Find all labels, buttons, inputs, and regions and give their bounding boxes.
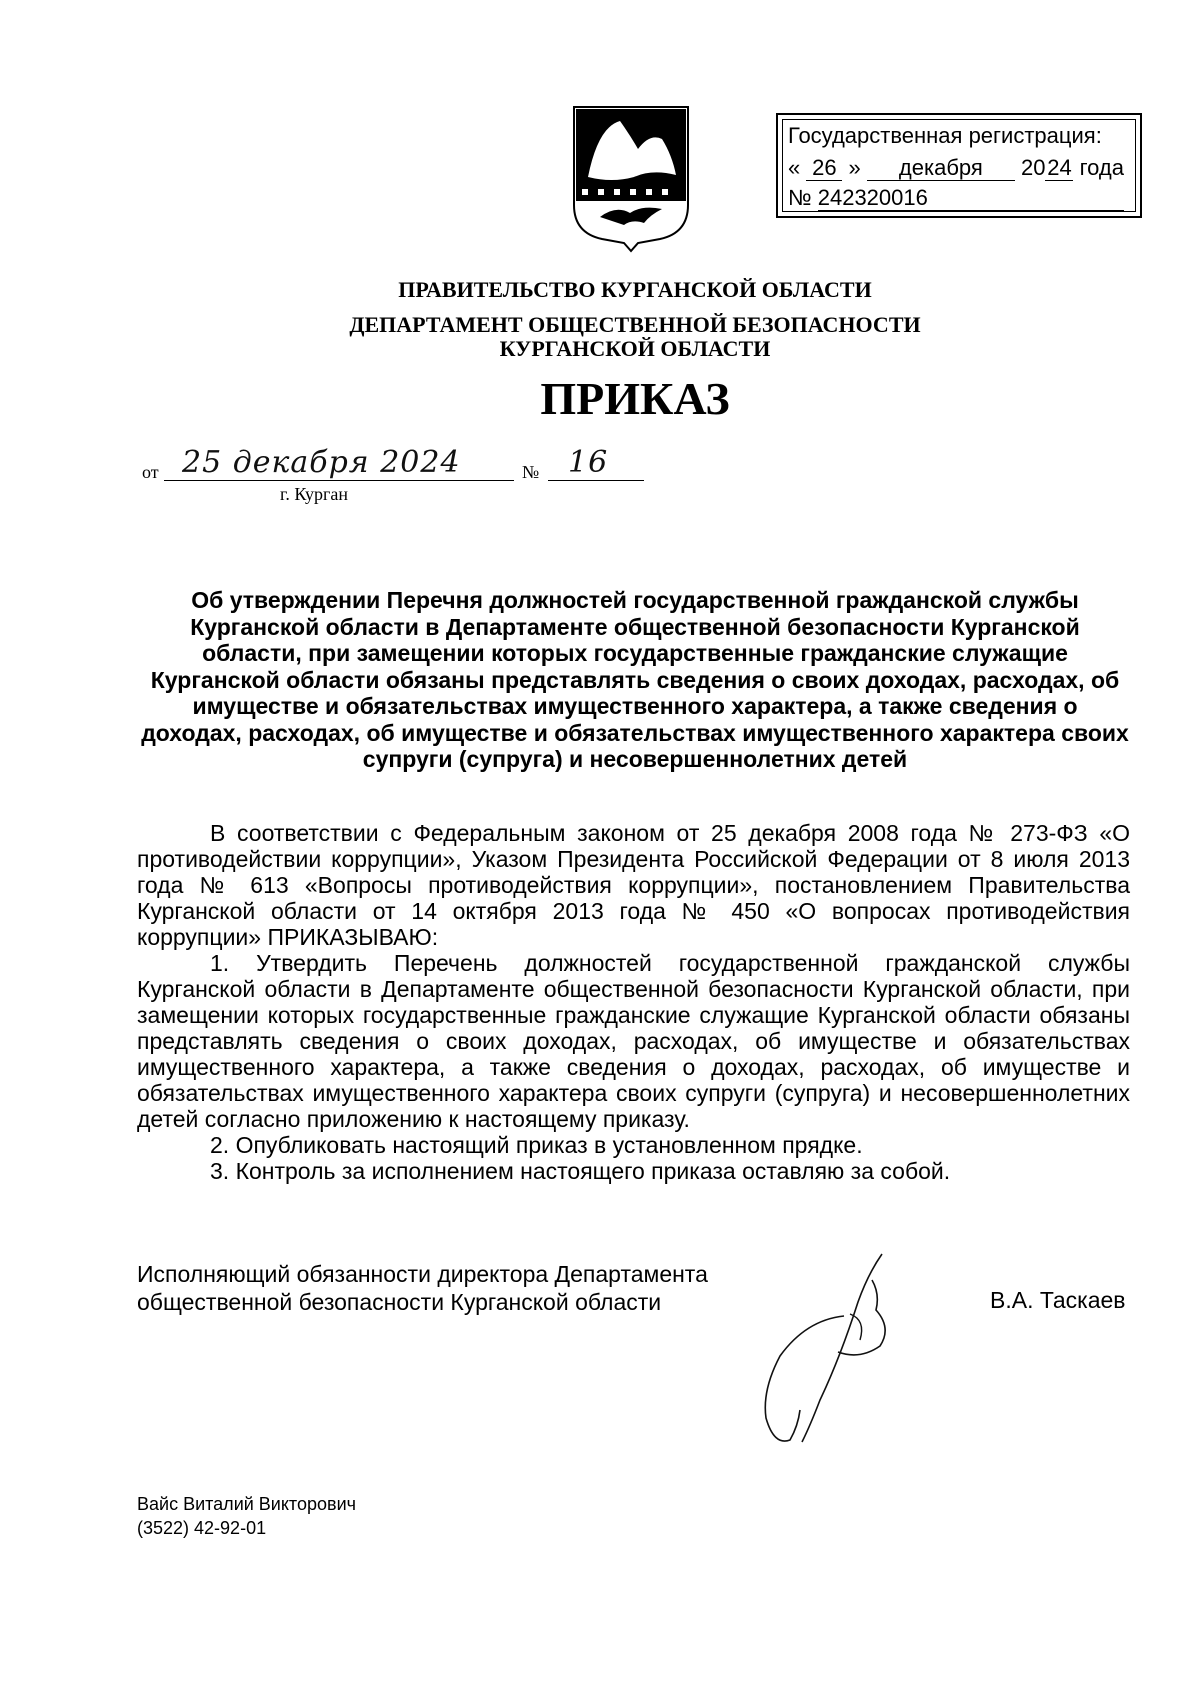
executor-name: Вайс Виталий Викторович (137, 1494, 357, 1514)
government-heading: ПРАВИТЕЛЬСТВО КУРГАНСКОЙ ОБЛАСТИ (398, 277, 872, 302)
order-date-handwritten: 25 декабря 2024 (182, 445, 461, 480)
order-number-handwritten: 16 (568, 445, 609, 480)
registration-year-prefix: 20 (1021, 155, 1046, 180)
document-type-title: ПРИКАЗ (540, 373, 730, 424)
order-number-label: № (522, 462, 540, 482)
registration-number-line (788, 185, 1128, 213)
order-body (137, 820, 1130, 1184)
order-item-3: 3. Контроль за исполнением настоящего приказа оставляю за собой. (210, 1158, 951, 1184)
executor-contact (137, 1492, 356, 1540)
registration-quote-close: » (848, 155, 861, 180)
registration-number-label: № (788, 185, 812, 210)
registration-stamp (776, 113, 1142, 218)
order-from-label: от (142, 462, 159, 482)
department-heading-line1: ДЕПАРТАМЕНТ ОБЩЕСТВЕННОЙ БЕЗОПАСНОСТИ (349, 312, 921, 337)
handwritten-signature (740, 1250, 930, 1450)
department-heading-line2: КУРГАНСКОЙ ОБЛАСТИ (499, 336, 771, 361)
registration-year-suffix: 24 (1047, 155, 1072, 180)
registration-number: 242320016 (818, 186, 1124, 211)
order-city: г. Курган (280, 484, 349, 504)
order-number-field (548, 445, 644, 481)
order-subject: Об утверждении Перечня должностей государственной гражданской службы Курганской области в Департаменте общественной безопасности Курганской области, при замещении которых государственные гражданские служащие Курганской области обязаны представлять сведения о своих доходах, расходах, об имуществе и обязательствах имущественного характера, а также сведения о доходах, расходах, об имуществе и обязательствах имущественного характера своих супруги (супруга) и несовершеннолетних детей (141, 587, 1129, 772)
order-item-1: 1. Утвердить Перечень должностей государственной гражданской службы Курганской области в Департаменте общественной безопасности Курганской области, при замещении которых государственные гражданские служащие Курганской области обязаны представлять сведения о своих доходах, расходах, об имуществе и обязательствах имущественного характера, а также сведения о доходах, расходах, об имуществе и обязательствах имущественного характера своих супруги (супруга) и несовершеннолетних детей согласно приложению к настоящему приказу. (137, 950, 1130, 1132)
order-date-number-line (140, 446, 660, 486)
department-heading (0, 313, 1200, 361)
executor-phone: (3522) 42-92-01 (137, 1518, 267, 1538)
signatory-position (137, 1260, 708, 1316)
order-date-field (164, 445, 514, 481)
order-item-2: 2. Опубликовать настоящий приказ в установленном прядке. (210, 1132, 863, 1158)
registration-day: 26 (806, 156, 842, 181)
coat-of-arms-icon (572, 105, 690, 253)
registration-month: декабря (867, 156, 1015, 181)
registration-year-word: года (1079, 155, 1124, 180)
signatory-position-line2: общественной безопасности Курганской области (137, 1289, 662, 1315)
registration-date-line (788, 155, 1128, 183)
registration-quote-open: « (788, 155, 801, 180)
registration-label: Государственная регистрация: (788, 123, 1102, 148)
order-preamble: В соответствии с Федеральным законом от 25 декабря 2008 года № 273-ФЗ «О противодействии коррупции», Указом Президента Российской Федерации от 8 июля 2013 года № 613 «Вопросы противодействия коррупции», постановлением Правительства Курганской области от 14 октября 2013 года № 450 «О вопросах противодействия коррупции» ПРИКАЗЫВАЮ: (137, 820, 1130, 950)
signatory-position-line1: Исполняющий обязанности директора Департамента (137, 1261, 708, 1287)
signatory-name: В.А. Таскаев (990, 1287, 1126, 1313)
